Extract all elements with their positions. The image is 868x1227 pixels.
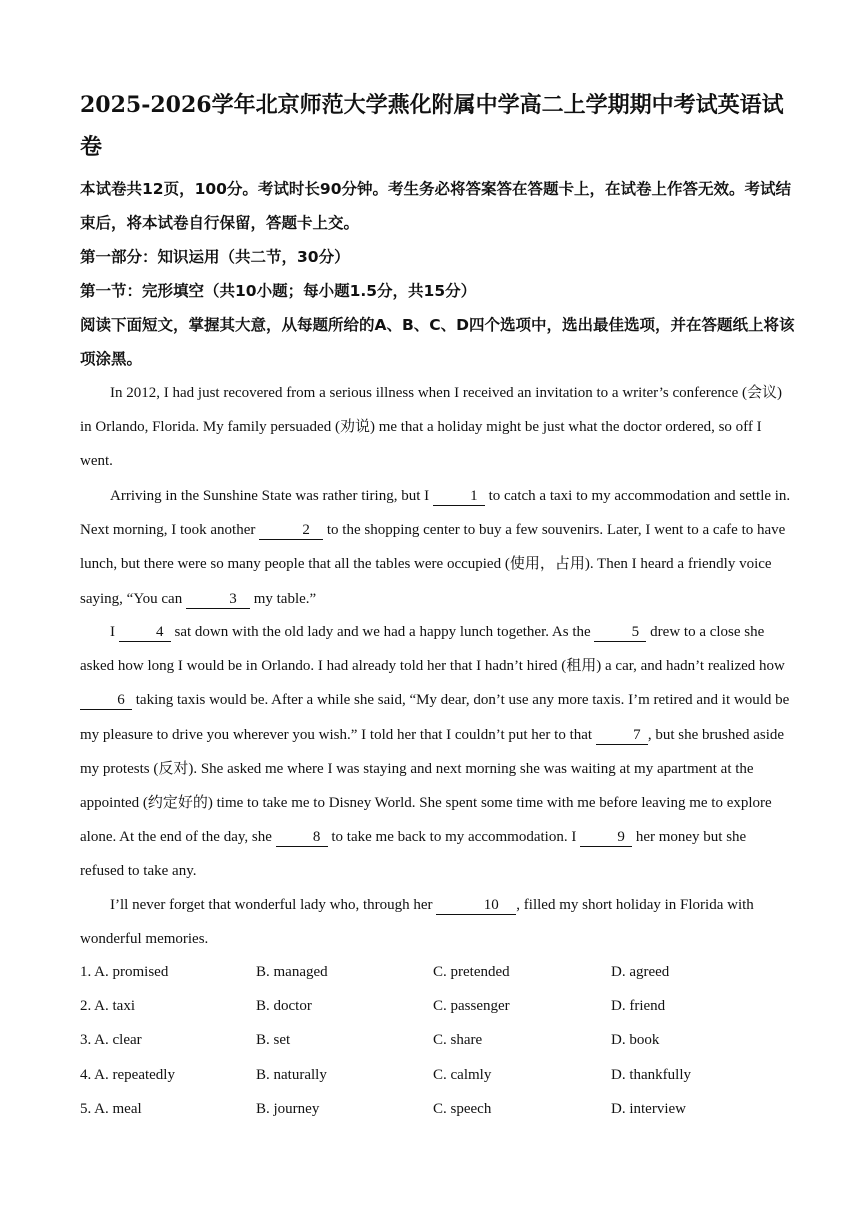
passage-text: her money but she refused to take any. (80, 829, 747, 880)
option-d: D. interview (611, 1100, 686, 1117)
passage-text: I (110, 624, 119, 640)
option-c: C. passenger (433, 998, 510, 1015)
passage-paragraph-3 (80, 615, 792, 889)
option-a: 5. A. meal (80, 1100, 142, 1117)
option-b: B. journey (256, 1100, 320, 1117)
blank-3: 3 (186, 591, 250, 609)
question-row (80, 1023, 800, 1057)
blank-2: 2 (259, 522, 323, 540)
option-b: B. doctor (256, 998, 312, 1015)
part-heading: 第一部分：知识运用（共二节，30分） (80, 248, 350, 266)
blank-9: 9 (580, 829, 632, 847)
section-heading: 第一节：完形填空（共10小题；每小题1.5分，共15分） (80, 282, 477, 300)
question-row (80, 1092, 800, 1126)
option-b: B. naturally (256, 1066, 327, 1083)
passage-text: , filled my short holiday in Florida with wonderful memories. (80, 897, 754, 948)
option-c: C. speech (433, 1100, 492, 1117)
passage-paragraph-1: In 2012, I had just recovered from a serious illness when I received an invitation to a writer’s conference (会议) in Orlando, Florida. My family persuaded (劝说) me that a holiday might be just what the doctor ordered, so off I went. (80, 385, 782, 470)
question-options (80, 955, 800, 1126)
passage-paragraph-4 (80, 888, 792, 956)
option-a: 1. A. promised (80, 964, 169, 980)
option-c: C. share (433, 1032, 483, 1049)
passage-text: , but she brushed aside my protests (反对). She asked me where I was staying and next morning she was waiting at my apartment at the appointed (约定好的) time to take me to Disney World. She spent some time with me before leaving me to explore alone. At the end of the day, she (80, 726, 785, 846)
option-d: D. book (611, 1032, 660, 1049)
passage-text: I’ll never forget that wonderful lady who, through her (110, 897, 437, 913)
passage-text: drew to a close she asked how long I would be in Orlando. I had already told her that I hadn’t hired (租用) a car, and hadn’t realized how (80, 624, 785, 675)
option-d: D. agreed (611, 964, 670, 980)
directions: 阅读下面短文，掌握其大意，从每题所给的A、B、C、D四个选项中，选出最佳选项，并在答题纸上将该项涂黑。 (80, 316, 795, 368)
passage-text: to the shopping center to buy a few souvenirs. Later, I went to a cafe to have lunch, but there were so many people that all the tables were occupied (使用，占用). Then I heard a friendly voice saying, “You can (80, 522, 786, 607)
blank-1: 1 (433, 488, 485, 506)
passage-paragraph-2 (80, 479, 792, 616)
question-row (80, 989, 800, 1023)
exam-title: 2025-2026学年北京师范大学燕化附属中学高二上学期期中考试英语试卷 (80, 92, 784, 160)
option-a: 3. A. clear (80, 1032, 142, 1049)
option-b: B. set (256, 1032, 291, 1049)
option-c: C. calmly (433, 1066, 492, 1083)
passage-text: my table.” (249, 590, 317, 607)
option-d: D. friend (611, 998, 666, 1015)
option-b: B. managed (256, 964, 328, 980)
passage-text: sat down with the old lady and we had a happy lunch together. As the (170, 624, 595, 640)
option-d: D. thankfully (611, 1066, 691, 1083)
blank-4: 4 (119, 624, 171, 642)
option-a: 2. A. taxi (80, 998, 135, 1015)
passage-text: to catch a taxi to my accommodation and settle in. Next morning, I took another (80, 488, 791, 539)
blank-10: 10 (436, 897, 516, 915)
blank-5: 5 (594, 624, 646, 642)
exam-instructions: 本试卷共12页，100分。考试时长90分钟。考生务必将答案答在答题卡上，在试卷上作答无效。考试结束后，将本试卷自行保留，答题卡上交。 (80, 180, 791, 232)
blank-8: 8 (276, 829, 328, 847)
blank-7: 7 (596, 727, 648, 745)
passage-text: Arriving in the Sunshine State was rather tiring, but I (110, 488, 433, 504)
question-row (80, 1058, 800, 1092)
blank-6: 6 (80, 692, 132, 710)
passage-text: taking taxis would be. After a while she said, “My dear, don’t use any more taxis. I’m retired and it would be my pleasure to drive you wherever you wish.” I told her that I couldn’t put her to that (80, 692, 790, 743)
option-a: 4. A. repeatedly (80, 1066, 175, 1083)
question-row (80, 955, 800, 989)
option-c: C. pretended (433, 964, 510, 980)
passage-text: to take me back to my accommodation. I (327, 829, 581, 846)
